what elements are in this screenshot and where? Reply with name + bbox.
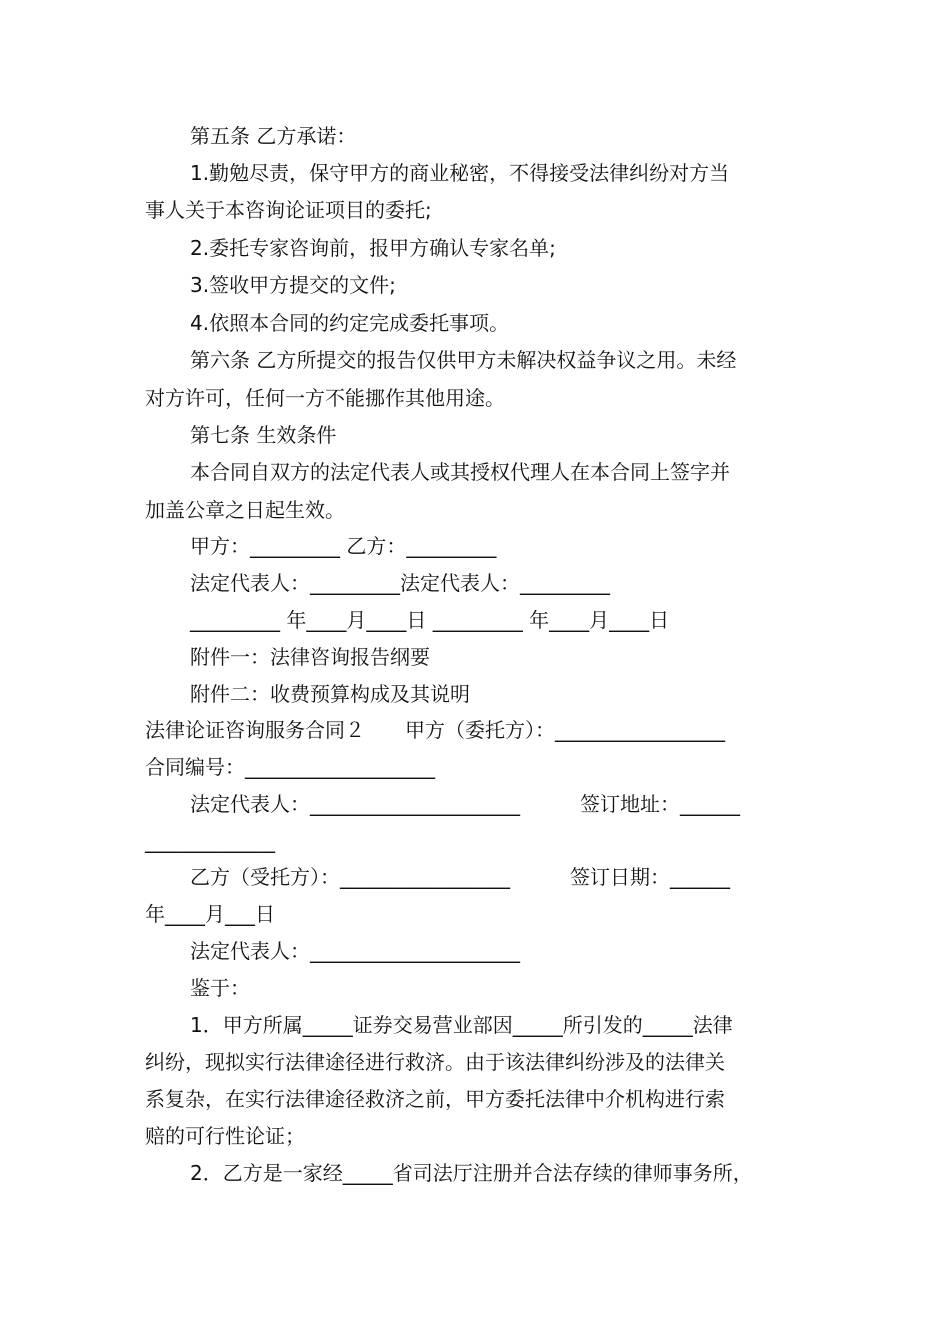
legal-rep-address-line: 法定代表人：_____________________ 签订地址：______ bbox=[190, 792, 740, 816]
article-5-item-4: 4.依照本合同的约定完成委托事项。 bbox=[190, 311, 510, 335]
article-5-heading: 第五条 乙方承诺： bbox=[190, 124, 357, 148]
article-7-text-cont: 加盖公章之日起生效。 bbox=[145, 498, 345, 522]
address-blank-cont: _____________ bbox=[145, 829, 275, 853]
article-6-cont: 对方许可，任何一方不能挪作其他用途。 bbox=[145, 386, 505, 410]
attachment-2: 附件二：收费预算构成及其说明 bbox=[190, 682, 470, 706]
article-7-heading: 第七条 生效条件 bbox=[190, 423, 337, 447]
party-b-legal-rep-line: 法定代表人：_____________________ bbox=[190, 939, 520, 963]
whereas-item-1: 1．甲方所属_____证券交易营业部因_____所引发的_____法律 bbox=[190, 1013, 733, 1037]
article-5-item-1-cont: 事人关于本咨询论证项目的委托; bbox=[145, 198, 432, 222]
whereas-heading: 鉴于： bbox=[190, 976, 250, 1000]
whereas-item-1-cont-b: 系复杂，在实行法律途径救济之前，甲方委托法律中介机构进行索 bbox=[145, 1087, 725, 1111]
article-7-text: 本合同自双方的法定代表人或其授权代理人在本合同上签字并 bbox=[190, 460, 730, 484]
article-6: 第六条 乙方所提交的报告仅供甲方未解决权益争议之用。未经 bbox=[190, 348, 737, 372]
party-signature-line: 甲方：_________ 乙方：_________ bbox=[190, 534, 497, 558]
article-5-item-1: 1.勤勉尽责，保守甲方的商业秘密，不得接受法律纠纷对方当 bbox=[190, 161, 730, 185]
party-b-date-line: 乙方（受托方）：_________________ 签订日期：______ bbox=[190, 865, 730, 889]
contract-2-title-line: 法律论证咨询服务合同２ 甲方（委托方）：_________________ bbox=[145, 718, 725, 742]
legal-rep-signature-line: 法定代表人：_________法定代表人：_________ bbox=[190, 571, 610, 595]
contract-number-line: 合同编号：___________________ bbox=[145, 755, 435, 779]
article-5-item-2: 2.委托专家咨询前，报甲方确认专家名单; bbox=[190, 236, 556, 260]
attachment-1: 附件一：法律咨询报告纲要 bbox=[190, 645, 430, 669]
article-5-item-3: 3.签收甲方提交的文件; bbox=[190, 273, 396, 297]
whereas-item-2: 2．乙方是一家经_____省司法厅注册并合法存续的律师事务所， bbox=[190, 1161, 753, 1185]
date-signature-line: _________ 年____月____日 _________ 年____月____日 bbox=[190, 608, 670, 632]
whereas-item-1-cont-c: 赔的可行性论证； bbox=[145, 1124, 305, 1148]
whereas-item-1-cont-a: 纠纷，现拟实行法律途径进行救济。由于该法律纠纷涉及的法律关 bbox=[145, 1050, 725, 1074]
date-blank-cont: 年____月___日 bbox=[145, 902, 275, 926]
